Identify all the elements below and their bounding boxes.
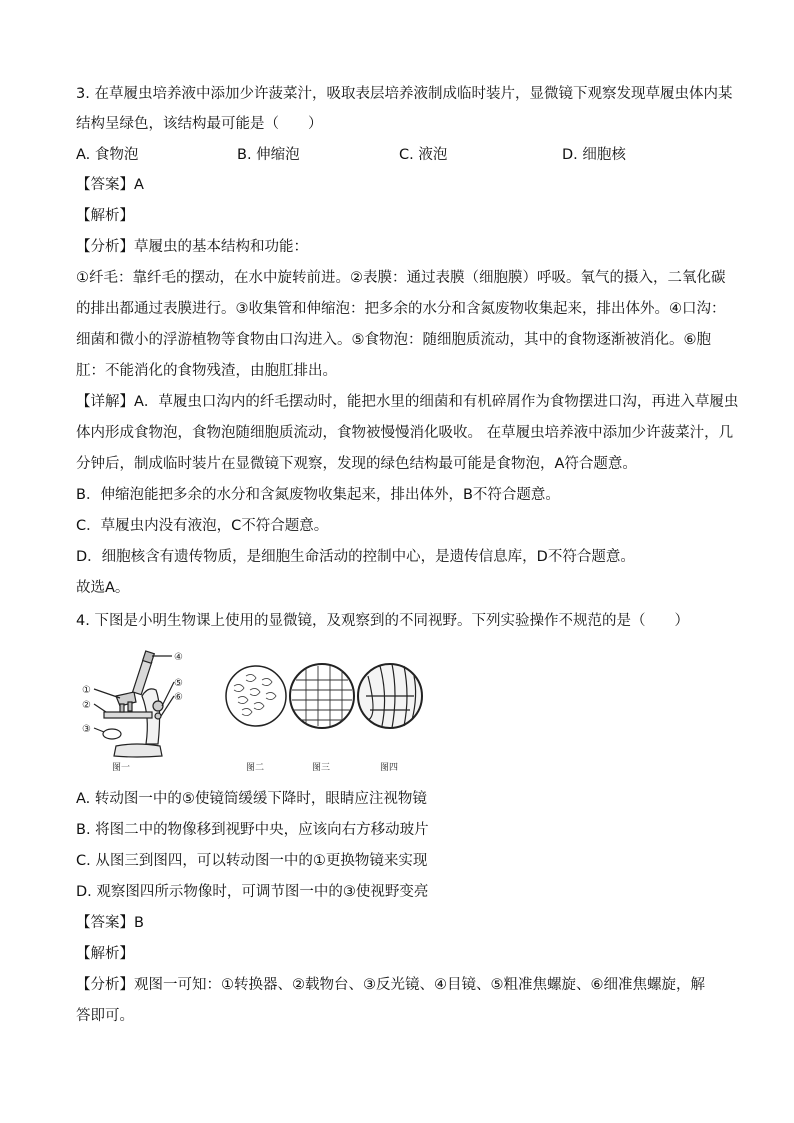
q3-stem-line1: 3. 在草履虫培养液中添加少许菠菜汁，吸取表层培养液制成临时装片，显微镜下观察发现草履虫体内某 [76,86,733,102]
q3-analysis-line: 【分析】草履虫的基本结构和功能： [76,239,308,255]
q3-option-d: D. 细胞核 [562,147,626,163]
q4-analysis-line: 答即可。 [76,1008,134,1024]
q4-option-c: C. 从图三到图四，可以转动图一中的①更换物镜来实现 [76,853,428,869]
marker-1: ① [82,685,91,696]
q3-detail-line: 分钟后，制成临时装片在显微镜下观察，发现的绿色结构最可能是食物泡，A符合题意。 [76,456,637,472]
q4-analysis-line: 【分析】观图一可知：①转换器、②载物台、③反光镜、④目镜、⑤粗准焦螺旋、⑥细准焦螺旋，解 [76,977,705,993]
marker-4: ④ [174,652,183,663]
figure-label-4: 图四 [380,763,399,773]
q3-answer: 【答案】A [76,177,144,193]
q3-detail-line: 体内形成食物泡，食物泡随细胞质流动，食物被慢慢消化吸收。 在草履虫培养液中添加少许菠菜汁，几 [76,425,734,441]
microscope-figure [76,646,436,776]
q3-detail-line: B．伸缩泡能把多余的水分和含氮废物收集起来，排出体外，B不符合题意。 [76,487,560,503]
q4-option-b: B. 将图二中的物像移到视野中央，应该向右方移动玻片 [76,822,429,838]
q3-detail-line: C．草履虫内没有液泡，C不符合题意。 [76,518,329,534]
field-of-view-4 [358,664,422,728]
figure-label-2: 图二 [246,763,265,773]
figure-label-3: 图三 [312,763,331,773]
q3-analysis-line: 的排出都通过表膜进行。③收集管和伸缩泡：把多余的水分和含氮废物收集起来，排出体外。④口沟： [76,301,726,317]
marker-5: ⑤ [174,678,183,689]
marker-6: ⑥ [174,692,183,703]
field-of-view-2 [226,666,286,726]
q3-option-a: A. 食物泡 [76,147,139,163]
q3-analysis-line: ①纤毛：靠纤毛的摆动，在水中旋转前进。②表膜：通过表膜（细胞膜）呼吸。氧气的摄入，二氧化碳 [76,270,726,286]
q3-option-b: B. 伸缩泡 [237,147,300,163]
figure-label-1: 图一 [112,763,131,773]
q3-analysis-line: 肛：不能消化的食物残渣，由胞肛排出。 [76,363,337,379]
q3-option-c: C. 液泡 [399,147,448,163]
q3-detail-line: 故选A。 [76,580,130,596]
marker-2: ② [82,700,91,711]
q4-option-a: A. 转动图一中的⑤使镜筒缓缓下降时，眼睛应注视物镜 [76,791,427,807]
q3-detail-line: D．细胞核含有遗传物质，是细胞生命活动的控制中心，是遗传信息库，D不符合题意。 [76,549,635,565]
q3-analysis-line: 细菌和微小的浮游植物等食物由口沟进入。⑤食物泡：随细胞质流动，其中的食物逐渐被消化。⑥胞 [76,332,711,348]
field-of-view-3 [290,664,354,728]
q3-stem-line2: 结构呈绿色，该结构最可能是（ ） [76,116,323,132]
q4-figure [76,646,436,776]
q3-detail-line: 【详解】A．草履虫口沟内的纤毛摆动时，能把水里的细菌和有机碎屑作为食物摆进口沟，再进入草履虫 [76,394,739,410]
q4-answer: 【答案】B [76,915,144,931]
q3-jiexi-heading: 【解析】 [76,208,134,224]
marker-3: ③ [82,724,91,735]
q4-stem: 4. 下图是小明生物课上使用的显微镜，及观察到的不同视野。下列实验操作不规范的是（ ） [76,613,689,629]
q4-option-d: D. 观察图四所示物像时，可调节图一中的③使视野变亮 [76,884,429,900]
q4-jiexi-heading: 【解析】 [76,946,134,962]
microscope-drawing [94,651,174,757]
